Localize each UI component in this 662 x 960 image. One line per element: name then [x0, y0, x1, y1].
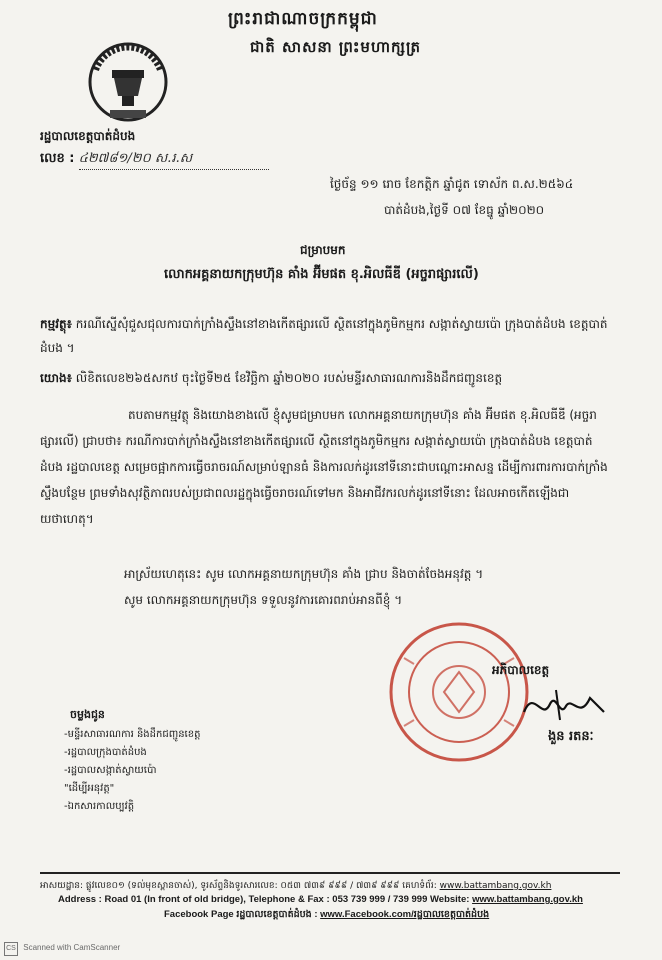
facebook-label: Facebook Page រដ្ឋបាលខេត្តបាត់ដំបង :	[164, 909, 321, 920]
subject-text: ករណីស្នើសុំជួសជុលការបាក់ក្រាំងស្ទឹងនៅខាងកើតផ្សារលើ ស្ថិតនៅក្នុងភូមិកម្មករ សង្កាត់ស្វាយប៉ោ ក្រុងបាត់ដំបង ខេត្តបាត់ដំបង ។	[40, 317, 608, 355]
official-stamp-icon	[384, 618, 534, 766]
camscanner-icon: CS	[4, 942, 18, 956]
signer-title: អភិបាលខេត្ត	[492, 663, 550, 677]
footer-en-text: Address : Road 01 (In front of old bridge), Telephone & Fax : 053 739 999 / 739 999 Website:	[58, 894, 470, 905]
ref-number: ៤២៧៨១/២០ ស.រ.ស	[79, 150, 269, 170]
cc-item: -ឯកសារកាលប្បវត្តិ	[64, 801, 135, 812]
cc-title: ចម្លងជូន	[70, 708, 105, 721]
facebook-link[interactable]: www.Facebook.com/រដ្ឋបាលខេត្តបាត់ដំបង	[320, 909, 490, 920]
reference-line	[40, 366, 612, 390]
scanner-text: Scanned with CamScanner	[23, 943, 121, 952]
footer-english-address	[58, 894, 583, 905]
respectfully-to: ជម្រាបមក	[300, 243, 346, 257]
footer-khmer-address	[40, 880, 551, 893]
cc-item: "ដើម្បីអនុវត្ត"	[64, 783, 115, 794]
scanner-watermark	[4, 942, 120, 956]
subject-line	[40, 312, 612, 360]
kingdom-heading: ព្រះរាជាណាចក្រកម្ពុជា	[228, 9, 378, 29]
solar-date: បាត់ដំបង,ថ្ងៃទី ០៧ ខែធ្នូ ឆ្នាំ២០២០	[384, 203, 545, 217]
cc-item: -រដ្ឋបាលសង្កាត់ស្វាយប៉ោ	[64, 765, 157, 776]
footer-en-website-link[interactable]: www.battambang.gov.kh	[472, 894, 583, 905]
closing-request: អាស្រ័យហេតុនេះ សូម លោកអគ្គនាយកក្រុមហ៊ុន គាំង ជ្រាប និងចាត់ចែងអនុវត្ត ។	[124, 567, 484, 581]
letter-body: តបតាមកម្មវត្ថុ និងយោងខាងលើ ខ្ញុំសូមជម្រាបមក លោកអគ្គនាយកក្រុមហ៊ុន គាំង អ៊ីមផត ខុ.អិលធីឌី (អច្ចរាផ្សារលើ) ជ្រាបថា៖ ករណីការបាក់ក្រាំងស្ទឹងនៅខាងកើតផ្សារលើ ស្ថិតនៅក្នុងភូមិកម្មករ សង្កាត់ស្វាយប៉ោ ក្រុងបាត់ដំបង ខេត្តបាត់ដំបង រដ្ឋបាលខេត្ត សម្រេចផ្អាកការធ្វើចរាចរណ៍សម្រាប់ឡានធំ និងការលក់ដូរនៅទីនោះជាបណ្ដោះអាសន្ន ដើម្បីការពារការបាក់ក្រាំងស្ទឹងបន្ថែម ព្រមទាំងសុវត្ថិភាពរបស់ប្រជាពលរដ្ឋក្នុងធ្វើចរាចរណ៍ទៅមក និងអាជីវករលក់ដូរនៅទីនោះ ដែលអាចកើតឡើងជាយថាហេតុ។	[40, 408, 608, 526]
cc-item: -រដ្ឋបាលក្រុងបាត់ដំបង	[64, 747, 147, 758]
handwritten-signature-icon	[520, 682, 612, 728]
cc-list	[64, 726, 200, 816]
footer-kh-website-link[interactable]: www.battambang.gov.kh	[439, 881, 552, 891]
ref-label: លេខ :	[40, 151, 75, 166]
closing-respect: សូម លោកអគ្គនាយកក្រុមហ៊ុន ទទួលនូវការគោរពរាប់អានពីខ្ញុំ ។	[124, 593, 403, 607]
footer-kh-text: អាសយដ្ឋាន: ផ្លូវលេខ០១ (ទល់មុខស្ពានចាស់), ទូរស័ព្ទនិងទូរសារលេខ: ០៥៣ ៧៣៩ ៩៩៩ / ៧៣៩ ៩៩៩ គេហទំព័រ:	[40, 881, 437, 891]
lunar-date: ថ្ងៃច័ន្ទ ១១ រោច ខែកត្តិក ឆ្នាំជូត ទោស័ក ព.ស.២៥៦៤	[330, 177, 574, 191]
reference-label: យោង៖	[40, 371, 72, 385]
addressee: លោកអគ្គនាយកក្រុមហ៊ុន គាំង អ៊ីមផត ខុ.អិលធីឌី (អច្ចរាផ្សារលើ)	[164, 267, 479, 282]
reference-number-line	[40, 150, 269, 170]
issuing-office: រដ្ឋបាលខេត្តបាត់ដំបង	[40, 129, 136, 143]
subject-label: កម្មវត្ថុ៖	[40, 317, 72, 331]
footer-facebook	[164, 908, 489, 922]
provincial-seal-logo	[84, 40, 172, 128]
signer-name: ងួន រតនៈ	[548, 729, 594, 744]
cc-item: -មន្ទីរសាធារណការ និងដឹកជញ្ជូនខេត្ត	[64, 729, 201, 740]
footer-divider	[40, 872, 620, 874]
reference-text: លិខិតលេខ២៦៥សកឋ ចុះថ្ងៃទី២៥ ខែវិច្ឆិកា ឆ្នាំ២០២០ របស់មន្ទីរសាធារណការនិងដឹកជញ្ជូនខេត្ត	[75, 371, 503, 385]
national-motto: ជាតិ សាសនា ព្រះមហាក្សត្រ	[250, 38, 421, 56]
